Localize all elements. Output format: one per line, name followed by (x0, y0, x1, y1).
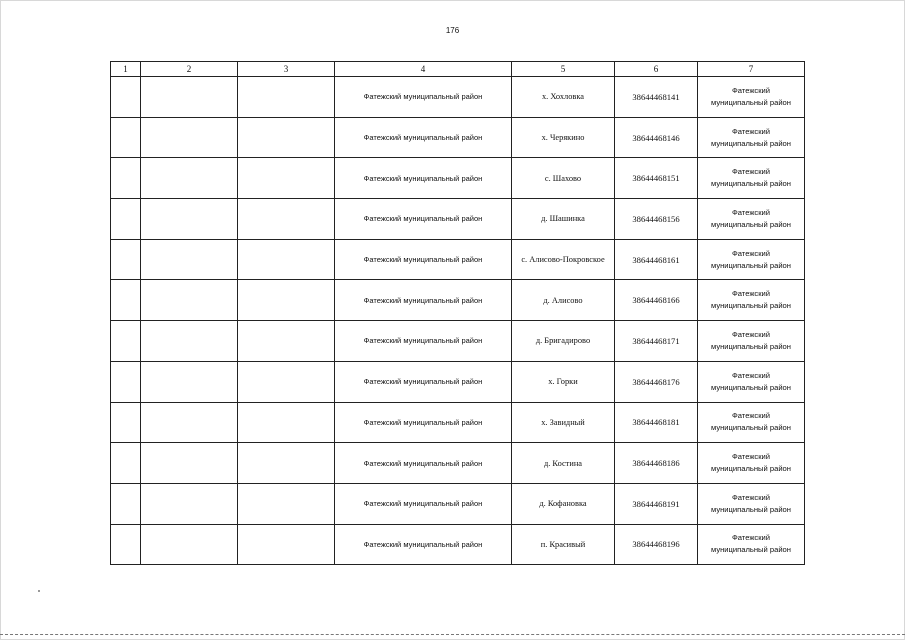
cell-district (698, 117, 805, 158)
cell-district-line2: муниципальный район (711, 423, 791, 433)
cell-col1 (111, 239, 141, 280)
cell-col3 (238, 524, 335, 565)
cell-district-line2: муниципальный район (711, 382, 791, 392)
cell-district (698, 361, 805, 402)
table-row (111, 524, 805, 565)
cell-code: 38644468171 (615, 321, 698, 362)
cell-district (698, 280, 805, 321)
cell-district-line2: муниципальный район (711, 138, 791, 148)
cell-code: 38644468156 (615, 199, 698, 240)
page-number: 176 (445, 26, 460, 35)
cell-code: 38644468196 (615, 524, 698, 565)
cell-col3 (238, 361, 335, 402)
cell-district (698, 199, 805, 240)
cell-col1 (111, 524, 141, 565)
cell-settlement: х. Завидный (512, 402, 615, 443)
table-row (111, 402, 805, 443)
cell-district-line1: Фатежский (731, 452, 771, 462)
column-header-4: 4 (335, 62, 512, 77)
cell-settlement: х. Черякино (512, 117, 615, 158)
cell-col2 (141, 77, 238, 118)
cell-col3 (238, 483, 335, 524)
cell-municipality: Фатежский муниципальный район (335, 199, 512, 240)
cell-district (698, 77, 805, 118)
cell-district-line1: Фатежский (731, 492, 771, 502)
column-header-5: 5 (512, 62, 615, 77)
cell-district-line1: Фатежский (731, 126, 771, 136)
cell-col2 (141, 321, 238, 362)
margin-mark (38, 590, 40, 592)
table-row (111, 280, 805, 321)
cell-settlement: х. Горки (512, 361, 615, 402)
cell-col2 (141, 199, 238, 240)
cell-col3 (238, 158, 335, 199)
cell-district-line1: Фатежский (731, 207, 771, 217)
cell-district-line2: муниципальный район (711, 545, 791, 555)
cell-district-line1: Фатежский (731, 289, 771, 299)
cell-settlement: х. Хохловка (512, 77, 615, 118)
cell-code: 38644468166 (615, 280, 698, 321)
cell-district-line2: муниципальный район (711, 260, 791, 270)
cell-col1 (111, 199, 141, 240)
cell-municipality: Фатежский муниципальный район (335, 361, 512, 402)
cell-settlement: п. Красивый (512, 524, 615, 565)
cell-district-line1: Фатежский (731, 248, 771, 258)
cell-district (698, 443, 805, 484)
cell-district (698, 402, 805, 443)
cell-col2 (141, 402, 238, 443)
cell-col1 (111, 321, 141, 362)
table-row (111, 77, 805, 118)
cell-district-line2: муниципальный район (711, 219, 791, 229)
cell-col1 (111, 361, 141, 402)
registry-table (110, 61, 805, 565)
table-row (111, 239, 805, 280)
cell-district-line1: Фатежский (731, 85, 771, 95)
cell-code: 38644468151 (615, 158, 698, 199)
cell-col3 (238, 443, 335, 484)
table-row (111, 117, 805, 158)
cell-municipality: Фатежский муниципальный район (335, 402, 512, 443)
cell-col3 (238, 321, 335, 362)
cell-settlement: с. Шахово (512, 158, 615, 199)
cell-col1 (111, 158, 141, 199)
cell-district-line1: Фатежский (731, 167, 771, 177)
column-header-1: 1 (111, 62, 141, 77)
cell-col1 (111, 280, 141, 321)
cell-municipality: Фатежский муниципальный район (335, 77, 512, 118)
cell-municipality: Фатежский муниципальный район (335, 239, 512, 280)
cell-col2 (141, 280, 238, 321)
cell-code: 38644468141 (615, 77, 698, 118)
cell-municipality: Фатежский муниципальный район (335, 280, 512, 321)
cell-settlement: д. Кофановка (512, 483, 615, 524)
header-row (111, 62, 805, 77)
cell-col3 (238, 239, 335, 280)
cell-district-line1: Фатежский (731, 533, 771, 543)
cell-district (698, 239, 805, 280)
table-row (111, 321, 805, 362)
cell-col2 (141, 443, 238, 484)
cell-district-line1: Фатежский (731, 411, 771, 421)
cell-settlement: д. Бригадирово (512, 321, 615, 362)
cell-municipality: Фатежский муниципальный район (335, 443, 512, 484)
cell-col2 (141, 158, 238, 199)
cell-municipality: Фатежский муниципальный район (335, 321, 512, 362)
cell-code: 38644468186 (615, 443, 698, 484)
cell-district-line2: муниципальный район (711, 97, 791, 107)
cell-col1 (111, 402, 141, 443)
cell-settlement: д. Алисово (512, 280, 615, 321)
cell-col3 (238, 199, 335, 240)
cell-settlement: с. Алисово-Покровское (512, 239, 615, 280)
cell-col2 (141, 483, 238, 524)
cell-district-line2: муниципальный район (711, 464, 791, 474)
cell-col2 (141, 117, 238, 158)
cell-col1 (111, 443, 141, 484)
column-header-7: 7 (698, 62, 805, 77)
cell-settlement: д. Костина (512, 443, 615, 484)
cell-district-line1: Фатежский (731, 329, 771, 339)
cell-district (698, 321, 805, 362)
cell-col2 (141, 239, 238, 280)
cell-col3 (238, 402, 335, 443)
table-row (111, 199, 805, 240)
table-row (111, 443, 805, 484)
cell-municipality: Фатежский муниципальный район (335, 117, 512, 158)
cell-settlement: д. Шашинка (512, 199, 615, 240)
cell-municipality: Фатежский муниципальный район (335, 524, 512, 565)
cell-municipality: Фатежский муниципальный район (335, 483, 512, 524)
cell-district-line2: муниципальный район (711, 301, 791, 311)
cell-district-line2: муниципальный район (711, 179, 791, 189)
cell-municipality: Фатежский муниципальный район (335, 158, 512, 199)
table-row (111, 158, 805, 199)
cell-col3 (238, 77, 335, 118)
cell-district (698, 158, 805, 199)
cell-col1 (111, 117, 141, 158)
table-row (111, 483, 805, 524)
cell-col3 (238, 280, 335, 321)
column-header-3: 3 (238, 62, 335, 77)
cell-code: 38644468161 (615, 239, 698, 280)
cell-district-line2: муниципальный район (711, 341, 791, 351)
cell-code: 38644468146 (615, 117, 698, 158)
cell-district-line1: Фатежский (731, 370, 771, 380)
cell-col1 (111, 77, 141, 118)
table-row (111, 361, 805, 402)
cell-code: 38644468176 (615, 361, 698, 402)
cell-col2 (141, 361, 238, 402)
cell-district (698, 483, 805, 524)
column-header-6: 6 (615, 62, 698, 77)
column-header-2: 2 (141, 62, 238, 77)
cell-col2 (141, 524, 238, 565)
bottom-scan-rule (0, 634, 905, 635)
cell-code: 38644468191 (615, 483, 698, 524)
cell-col1 (111, 483, 141, 524)
cell-code: 38644468181 (615, 402, 698, 443)
cell-col3 (238, 117, 335, 158)
cell-district (698, 524, 805, 565)
cell-district-line2: муниципальный район (711, 504, 791, 514)
